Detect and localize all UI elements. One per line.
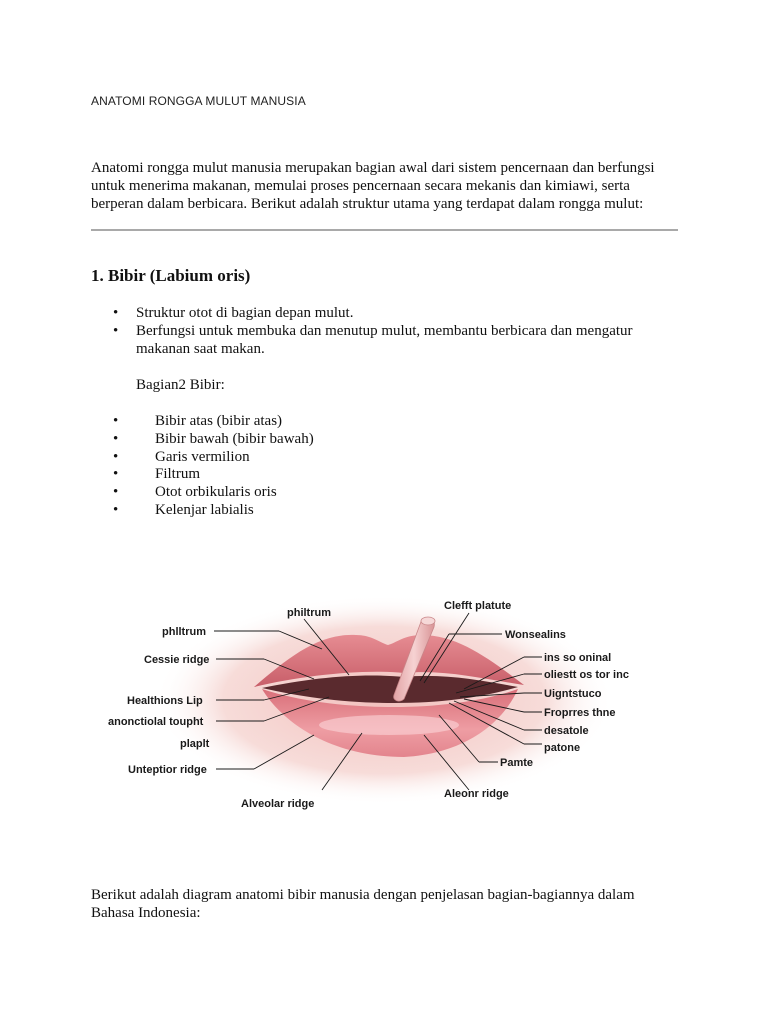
label-philtrum: philtrum xyxy=(287,607,331,619)
intro-paragraph: Anatomi rongga mulut manusia merupakan bagian awal dari sistem pencernaan dan berfungsi untuk menerima makanan, memulai proses pencernaan secara mekanis dan kimiawi, serta berperan dalam berbicara. Berikut adalah struktur utama yang terdapat dalam rongga mulut: xyxy=(91,160,655,212)
lip-function-list xyxy=(91,304,681,358)
label-uigntstuco: Uigntstuco xyxy=(544,688,602,700)
label-clefft-platute: Clefft platute xyxy=(444,600,512,612)
lip-anatomy-diagram xyxy=(104,585,680,820)
label-patone: patone xyxy=(544,742,581,754)
label-unteptior-ridge: Unteptior ridge xyxy=(128,764,207,776)
section-heading: 1. Bibir (Labium oris) xyxy=(91,266,251,285)
lip-parts-label: Bagian2 Bibir: xyxy=(136,377,225,393)
document-title: ANATOMI RONGGA MULUT MANUSIA xyxy=(91,94,306,108)
label-oliestt-os-tor-inc: oliestt os tor inc xyxy=(544,669,629,681)
label-pamte: Pamte xyxy=(500,757,534,769)
label-desatole: desatole xyxy=(544,725,589,737)
label-froprres-thne: Froprres thne xyxy=(544,707,616,719)
tube-top xyxy=(421,617,435,625)
label-cessie-ridge: Cessie ridge xyxy=(144,654,210,666)
label-anonctiolal-toupht: anonctiolal toupht xyxy=(108,716,204,728)
label-healthions-lip: Healthions Lip xyxy=(127,695,203,707)
list-item: • Bibir atas (bibir atas) xyxy=(91,413,681,431)
lip-parts-list xyxy=(91,413,681,520)
list-item: • Filtrum xyxy=(91,466,681,484)
list-item: • Berfungsi untuk membuka dan menutup mulut, membantu berbicara dan mengatur makanan saat makan. xyxy=(91,322,681,358)
label-wonsealins: Wonsealins xyxy=(505,629,566,641)
label-phlltrum: phlltrum xyxy=(162,626,206,638)
lip-anatomy-svg xyxy=(104,585,680,820)
lip-highlight xyxy=(319,715,459,735)
list-item: • Kelenjar labialis xyxy=(91,502,681,520)
label-aleonr-ridge: Aleonr ridge xyxy=(444,788,509,800)
label-alveolar-ridge: Alveolar ridge xyxy=(241,798,315,810)
list-item: • Struktur otot di bagian depan mulut. xyxy=(91,304,681,322)
label-plaplt: plaplt xyxy=(180,738,210,750)
list-item: • Garis vermilion xyxy=(91,449,681,467)
list-item: • Otot orbikularis oris xyxy=(91,484,681,502)
figure-caption: Berikut adalah diagram anatomi bibir manusia dengan penjelasan bagian-bagiannya dalam Bahasa Indonesia: xyxy=(91,887,635,921)
label-ins-so-oninal: ins so oninal xyxy=(544,652,612,664)
list-item: • Bibir bawah (bibir bawah) xyxy=(91,431,681,449)
horizontal-rule xyxy=(91,229,678,231)
